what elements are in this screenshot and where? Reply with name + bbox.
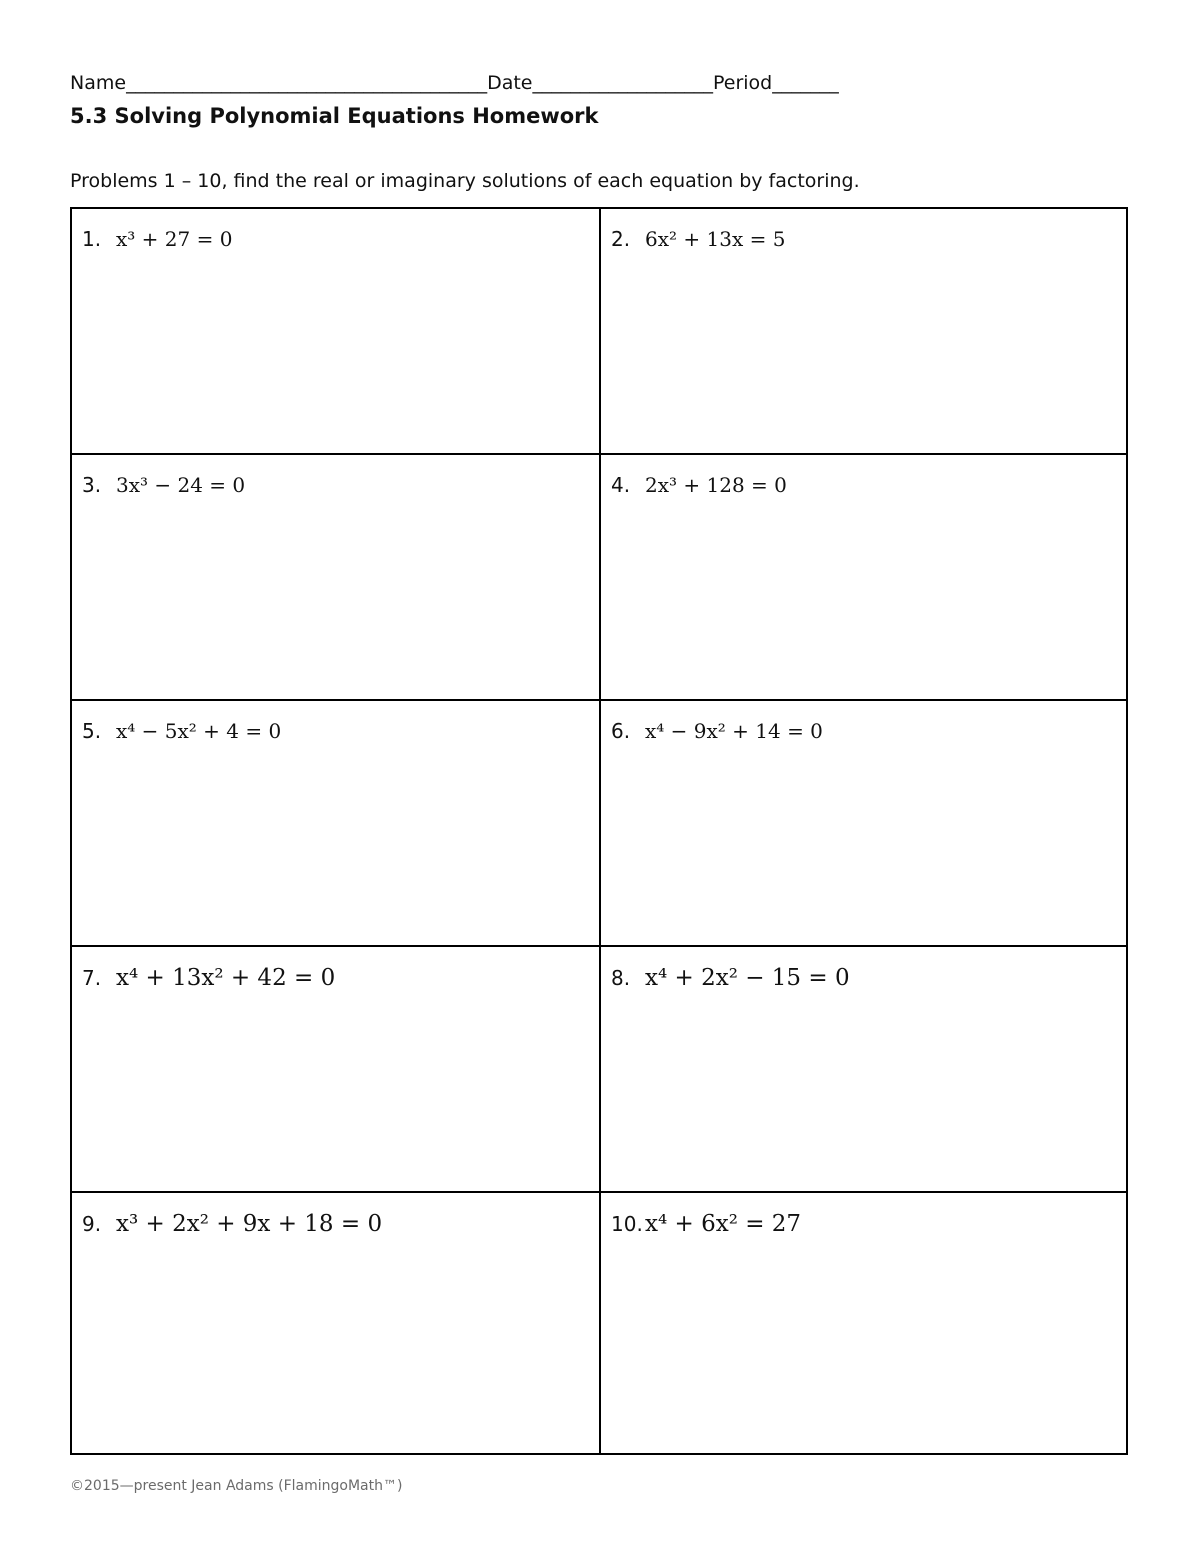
problem-number: 4. bbox=[611, 473, 631, 497]
problem-cell-7[interactable] bbox=[72, 947, 601, 1193]
problem-cell-6[interactable] bbox=[601, 701, 1126, 947]
problem-number: 3. bbox=[82, 473, 102, 497]
problem-number: 5. bbox=[82, 719, 102, 743]
problem-grid bbox=[70, 207, 1128, 1455]
problem-equation: 3x³ − 24 = 0 bbox=[116, 473, 246, 497]
period-label: Period bbox=[712, 72, 773, 94]
problem-equation: x⁴ − 5x² + 4 = 0 bbox=[116, 719, 282, 743]
problem-equation: x⁴ − 9x² + 14 = 0 bbox=[645, 719, 823, 743]
name-blank[interactable]: ______________________________________ bbox=[126, 72, 488, 94]
name-label: Name bbox=[70, 72, 127, 94]
problem-equation: 2x³ + 128 = 0 bbox=[645, 473, 787, 497]
problem-equation: x³ + 2x² + 9x + 18 = 0 bbox=[116, 1211, 383, 1237]
instructions: Problems 1 – 10, find the real or imaginary solutions of each equation by factoring. bbox=[70, 170, 860, 192]
problem-cell-1[interactable] bbox=[72, 209, 601, 455]
problem-cell-2[interactable] bbox=[601, 209, 1126, 455]
problem-equation: x³ + 27 = 0 bbox=[116, 227, 233, 251]
problem-equation: x⁴ + 2x² − 15 = 0 bbox=[645, 965, 850, 991]
page-title: 5.3 Solving Polynomial Equations Homework bbox=[70, 104, 599, 128]
problem-number: 6. bbox=[611, 719, 631, 743]
problem-number: 7. bbox=[82, 966, 102, 990]
problem-cell-4[interactable] bbox=[601, 455, 1126, 701]
header-line bbox=[70, 72, 1080, 94]
period-blank[interactable]: _______ bbox=[772, 72, 839, 94]
problem-number: 1. bbox=[82, 227, 102, 251]
problem-number: 9. bbox=[82, 1212, 102, 1236]
problem-equation: 6x² + 13x = 5 bbox=[645, 227, 786, 251]
problem-equation: x⁴ + 6x² = 27 bbox=[645, 1211, 802, 1237]
problem-cell-3[interactable] bbox=[72, 455, 601, 701]
problem-cell-5[interactable] bbox=[72, 701, 601, 947]
problem-cell-8[interactable] bbox=[601, 947, 1126, 1193]
problem-number: 10. bbox=[611, 1212, 643, 1236]
problem-cell-9[interactable] bbox=[72, 1193, 601, 1453]
problem-equation: x⁴ + 13x² + 42 = 0 bbox=[116, 965, 336, 991]
date-blank[interactable]: ___________________ bbox=[532, 72, 713, 94]
problem-cell-10[interactable] bbox=[601, 1193, 1126, 1453]
date-label: Date bbox=[487, 72, 533, 94]
problem-number: 2. bbox=[611, 227, 631, 251]
copyright-footer: ©2015—present Jean Adams (FlamingoMath™) bbox=[70, 1478, 403, 1494]
problem-number: 8. bbox=[611, 966, 631, 990]
